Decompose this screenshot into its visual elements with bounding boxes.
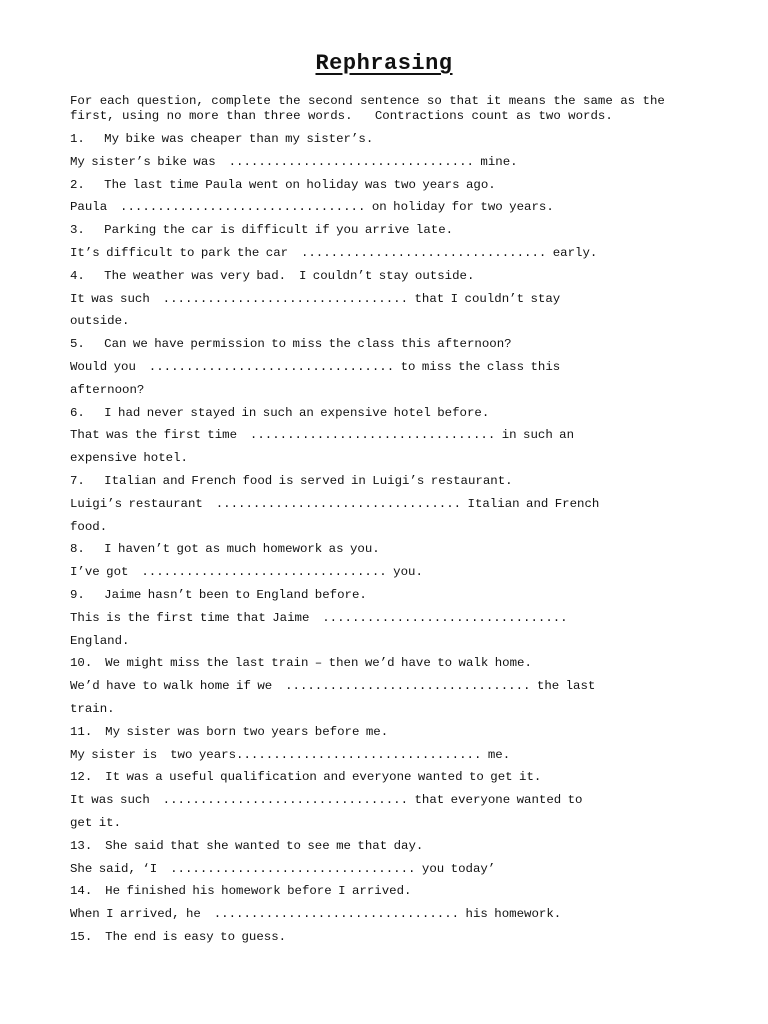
answer-line: Would you ................................. to miss the class this (70, 359, 561, 374)
answer-line: My sister is two years................................. me. (70, 747, 511, 762)
answer-line: My sister’s bike was ................................. mine. (70, 154, 518, 169)
page-title-text: Rephrasing (315, 51, 453, 76)
answer-line: It was such ................................. that everyone wanted to (70, 793, 583, 808)
answer-line: expensive hotel. (70, 451, 188, 466)
question-item (70, 333, 696, 401)
question-item (70, 219, 696, 265)
answer-line: afternoon? (70, 382, 145, 397)
question-prompt: 7. Italian and French food is served in Luigi’s restaurant. (70, 473, 513, 488)
question-item (70, 538, 696, 584)
answer-line: I’ve got ................................. you. (70, 565, 423, 580)
question-prompt: 1. My bike was cheaper than my sister’s. (70, 132, 374, 146)
question-prompt: 10. We might miss the last train – then we’d have to walk home. (70, 656, 532, 671)
instructions: For each question, complete the second sentence so that it means the same as the first, using no more than three words. Contractions count as two words. (70, 94, 673, 123)
question-prompt: 6. I had never stayed in such an expensive hotel before. (70, 405, 490, 420)
question-prompt: 8. I haven’t got as much homework as you. (70, 542, 380, 557)
answer-line: train. (70, 701, 115, 716)
question-item (70, 721, 696, 767)
question-item (70, 835, 696, 881)
question-item (70, 402, 696, 470)
answer-line: That was the first time ................................. in such an (70, 428, 575, 443)
answer-line: get it. (70, 815, 122, 830)
answer-line: She said, ‘I ................................. you today’ (70, 861, 496, 876)
question-item (70, 926, 696, 949)
worksheet-content (70, 94, 696, 949)
question-prompt: 4. The weather was very bad. I couldn’t stay outside. (70, 268, 475, 283)
answer-line: This is the first time that Jaime ................................. (70, 610, 568, 625)
answer-line: Paula ................................. on holiday for two years. (70, 200, 554, 215)
question-item (70, 265, 696, 333)
answer-line: We’d have to walk home if we ................................. the last (70, 679, 596, 694)
answer-line: When I arrived, he ................................. his homework. (70, 907, 562, 922)
answer-line: food. (70, 519, 108, 534)
question-item (70, 584, 696, 652)
question-prompt: 12. It was a useful qualification and everyone wanted to get it. (70, 770, 542, 785)
question-prompt: 3. Parking the car is difficult if you arrive late. (70, 223, 454, 238)
question-prompt: 2. The last time Paula went on holiday was two years ago. (70, 177, 496, 192)
question-list (70, 128, 696, 949)
page-title (0, 50, 768, 78)
question-prompt: 9. Jaime hasn’t been to England before. (70, 587, 367, 602)
question-item (70, 652, 696, 720)
question-item (70, 880, 696, 926)
answer-line: It was such ................................. that I couldn’t stay (70, 291, 561, 306)
question-item (70, 174, 696, 220)
answer-line: It’s difficult to park the car ................................. early. (70, 245, 598, 260)
answer-line: outside. (70, 314, 130, 329)
question-prompt: 15. The end is easy to guess. (70, 929, 287, 944)
question-item (70, 128, 696, 174)
answer-line: England. (70, 633, 130, 648)
answer-line: Luigi’s restaurant ................................. Italian and French (70, 496, 600, 511)
question-item (70, 470, 696, 538)
question-prompt: 11. My sister was born two years before me. (70, 724, 389, 739)
question-item (70, 766, 696, 834)
question-prompt: 14. He finished his homework before I arrived. (70, 884, 412, 899)
question-prompt: 5. Can we have permission to miss the class this afternoon? (70, 337, 512, 352)
question-prompt: 13. She said that she wanted to see me that day. (70, 838, 424, 853)
